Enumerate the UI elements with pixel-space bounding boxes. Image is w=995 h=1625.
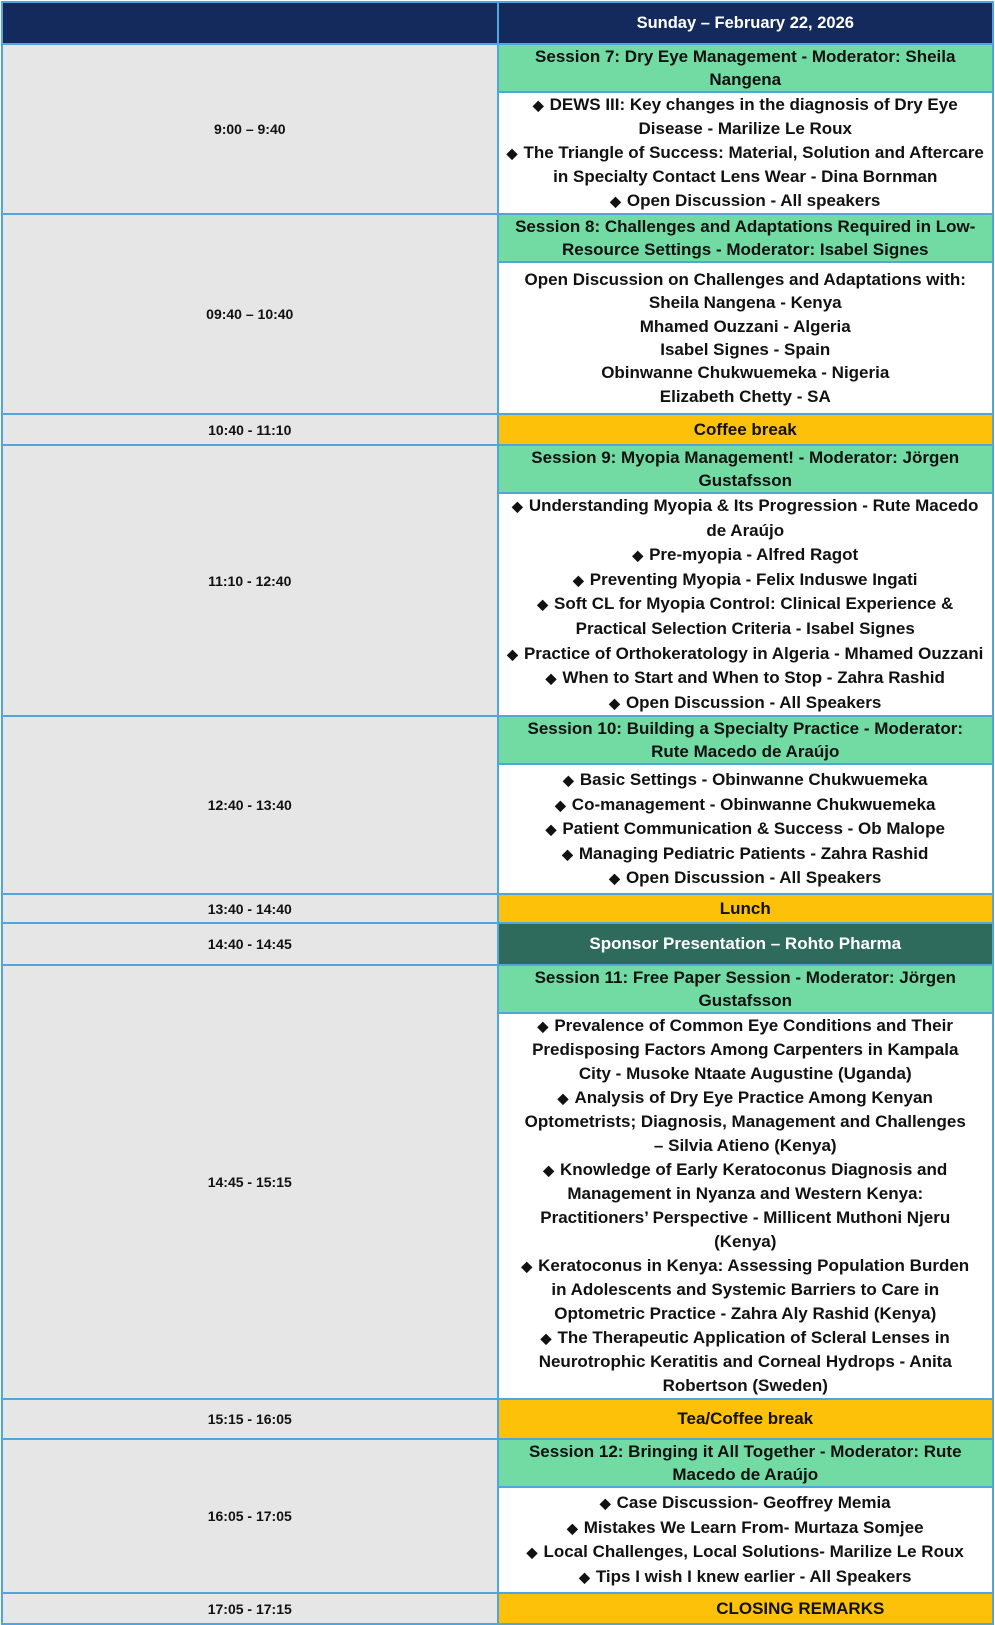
diamond-bullet-icon: ◆ — [507, 645, 518, 662]
diamond-bullet-icon: ◆ — [566, 1519, 578, 1536]
diamond-bullet-icon: ◆ — [609, 870, 620, 887]
session-11-title-row — [2, 965, 993, 1013]
list-item: ◆ Pre-myopia - Alfred Ragot — [507, 543, 985, 568]
list-item: ◆ The Therapeutic Application of Scleral Lenses in Neurotrophic Keratitis and Corneal Hydrops - Anita Robertson (Sweden) — [538, 1328, 952, 1396]
diamond-bullet-icon: ◆ — [506, 145, 518, 161]
list-item: Elizabeth Chetty - SA — [659, 386, 831, 406]
diamond-bullet-icon: ◆ — [545, 670, 557, 687]
list-item: ◆ Practice of Orthokeratology in Algeria - Mhamed Ouzzani — [507, 642, 985, 667]
closing-time: 17:05 - 17:15 — [2, 1593, 498, 1624]
session-11-content — [498, 1013, 994, 1399]
diamond-bullet-icon: ◆ — [572, 571, 584, 588]
list-item: ◆ Open Discussion - All Speakers — [507, 866, 985, 891]
session-10-time: 12:40 - 13:40 — [2, 716, 498, 894]
diamond-bullet-icon: ◆ — [537, 596, 549, 613]
list-item: ◆ Keratoconus in Kenya: Assessing Population Burden in Adolescents and Systemic Barriers to Care in Optometric Practice - Zahra Aly Rashid (Kenya) — [521, 1256, 970, 1324]
list-item: ◆ DEWS III: Key changes in the diagnosis of Dry Eye Disease - Marilize Le Roux — [532, 95, 958, 138]
list-item: ◆ Soft CL for Myopia Control: Clinical Experience & Practical Selection Criteria - Isabel Signes — [537, 594, 954, 638]
session-9-content — [498, 493, 994, 716]
diamond-bullet-icon: ◆ — [543, 1162, 554, 1179]
diamond-bullet-icon: ◆ — [599, 1495, 611, 1512]
diamond-bullet-icon: ◆ — [526, 1544, 538, 1561]
day-title: Sunday – February 22, 2026 — [498, 2, 994, 44]
sponsor-label: Sponsor Presentation – Rohto Pharma — [498, 923, 994, 965]
diamond-bullet-icon: ◆ — [632, 547, 644, 564]
sponsor-row — [2, 923, 993, 965]
diamond-bullet-icon: ◆ — [540, 1330, 552, 1347]
diamond-bullet-icon: ◆ — [562, 845, 573, 862]
list-item: ◆ Co-management - Obinwanne Chukwuemeka — [507, 793, 985, 818]
session-10-content — [498, 764, 994, 894]
list-item: ◆ Tips I wish I knew earlier - All Speakers — [507, 1565, 985, 1590]
diamond-bullet-icon: ◆ — [610, 193, 621, 209]
list-item: ◆ Prevalence of Common Eye Conditions and Their Predisposing Factors Among Carpenters in Kampala City - Musoke Ntaate Augustine (Uganda) — [532, 1016, 959, 1084]
list-item: ◆ Knowledge of Early Keratoconus Diagnosis and Management in Nyanza and Western Kenya: Practitioners’ Perspective - Millicent Muthoni Njeru (Kenya) — [540, 1160, 951, 1252]
diamond-bullet-icon: ◆ — [579, 1568, 590, 1585]
closing-remarks-label: CLOSING REMARKS — [498, 1593, 994, 1624]
lunch-label: Lunch — [498, 894, 994, 923]
diamond-bullet-icon: ◆ — [545, 821, 557, 838]
session-11-title: Session 11: Free Paper Session - Moderator: Jörgen Gustafsson — [498, 965, 994, 1013]
session-8-title-row — [2, 214, 993, 262]
tea-break-row — [2, 1399, 993, 1439]
coffee-break-label: Coffee break — [498, 414, 994, 445]
session-7-time: 9:00 – 9:40 — [2, 44, 498, 214]
list-item: ◆ The Triangle of Success: Material, Solution and Aftercare in Specialty Contact Lens Wear - Dina Bornman — [506, 143, 984, 186]
session-7-title: Session 7: Dry Eye Management - Moderator: Sheila Nangena — [498, 44, 994, 92]
coffee-break-row — [2, 414, 993, 445]
diamond-bullet-icon: ◆ — [512, 498, 523, 514]
session-9-title: Session 9: Myopia Management! - Moderator: Jörgen Gustafsson — [498, 445, 994, 493]
list-item: Isabel Signes - Spain — [660, 340, 831, 359]
diamond-bullet-icon: ◆ — [521, 1258, 533, 1275]
diamond-bullet-icon: ◆ — [537, 1018, 549, 1035]
coffee-break-time: 10:40 - 11:10 — [2, 414, 498, 445]
list-item: Open Discussion on Challenges and Adaptations with: — [524, 269, 966, 289]
diamond-bullet-icon: ◆ — [557, 1090, 569, 1107]
diamond-bullet-icon: ◆ — [609, 694, 620, 711]
list-item: Sheila Nangena - Kenya — [648, 293, 842, 313]
session-8-time: 09:40 – 10:40 — [2, 214, 498, 414]
session-8-title: Session 8: Challenges and Adaptations Required in Low-Resource Settings - Moderator: Isabel Signes — [498, 214, 994, 262]
header-row — [2, 2, 993, 44]
diamond-bullet-icon: ◆ — [563, 772, 574, 789]
diamond-bullet-icon: ◆ — [555, 796, 566, 813]
session-10-title: Session 10: Building a Specialty Practice - Moderator: Rute Macedo de Araújo — [498, 716, 994, 764]
list-item: ◆ Preventing Myopia - Felix Induswe Ingati — [507, 568, 985, 593]
session-7-content — [498, 92, 994, 214]
list-item: Mhamed Ouzzani - Algeria — [639, 316, 851, 336]
closing-row — [2, 1593, 993, 1624]
header-time-cell — [2, 2, 498, 44]
session-11-time: 14:45 - 15:15 — [2, 965, 498, 1399]
tea-break-time: 15:15 - 16:05 — [2, 1399, 498, 1439]
session-9-title-row — [2, 445, 993, 493]
list-item: ◆ Basic Settings - Obinwanne Chukwuemeka — [507, 768, 985, 793]
lunch-time: 13:40 - 14:40 — [2, 894, 498, 923]
sponsor-time: 14:40 - 14:45 — [2, 923, 498, 965]
tea-break-label: Tea/Coffee break — [498, 1399, 994, 1439]
list-item: ◆ Understanding Myopia & Its Progression - Rute Macedo de Araújo — [512, 496, 979, 540]
session-12-title: Session 12: Bringing it All Together - Moderator: Rute Macedo de Araújo — [498, 1439, 994, 1487]
list-item: ◆ Local Challenges, Local Solutions- Marilize Le Roux — [507, 1540, 985, 1565]
list-item: ◆ Managing Pediatric Patients - Zahra Rashid — [507, 842, 985, 867]
lunch-row — [2, 894, 993, 923]
list-item: ◆ When to Start and When to Stop - Zahra Rashid — [507, 666, 985, 691]
session-10-title-row — [2, 716, 993, 764]
list-item: ◆ Analysis of Dry Eye Practice Among Kenyan Optometrists; Diagnosis, Management and Challenges – Silvia Atieno (Kenya) — [524, 1088, 966, 1156]
list-item: ◆ Open Discussion - All speakers — [507, 189, 985, 213]
session-7-title-row — [2, 44, 993, 92]
session-8-content — [498, 262, 994, 414]
session-12-time: 16:05 - 17:05 — [2, 1439, 498, 1593]
list-item: ◆ Patient Communication & Success - Ob Malope — [507, 817, 985, 842]
session-9-time: 11:10 - 12:40 — [2, 445, 498, 716]
session-12-content — [498, 1487, 994, 1593]
schedule-table — [1, 1, 994, 1625]
list-item: ◆ Case Discussion- Geoffrey Memia — [507, 1491, 985, 1516]
session-12-title-row — [2, 1439, 993, 1487]
list-item: ◆ Open Discussion - All Speakers — [507, 691, 985, 716]
list-item: Obinwanne Chukwuemeka - Nigeria — [601, 363, 890, 383]
diamond-bullet-icon: ◆ — [532, 97, 544, 113]
list-item: ◆ Mistakes We Learn From- Murtaza Somjee — [507, 1516, 985, 1541]
